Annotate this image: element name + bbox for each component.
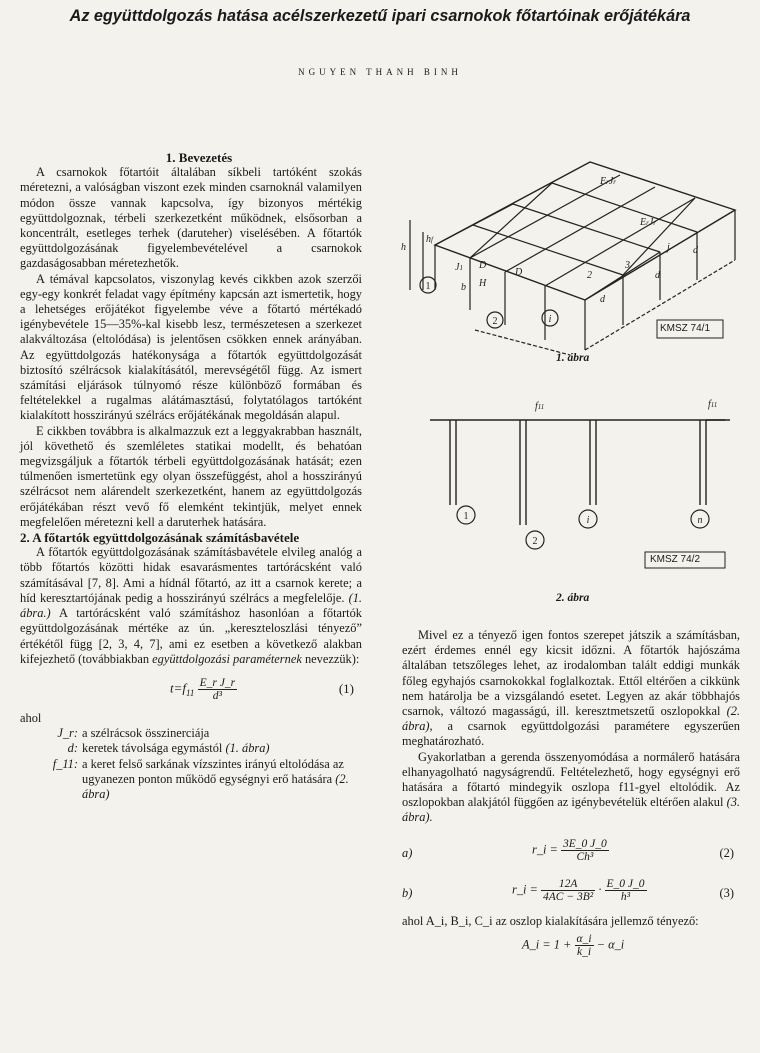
section1-heading: 1. Bevezetés [165, 150, 233, 165]
svg-text:d: d [655, 270, 660, 281]
equation-Ai: A_i = 1 + $\frac{\alpha\_i}{k\_i}$ − α_i [522, 932, 625, 958]
svg-text:j: j [667, 242, 670, 253]
svg-text:f11: f11 [535, 401, 545, 412]
svg-text:d: d [600, 294, 605, 305]
figure-2-code: KMSZ 74/2 [650, 554, 701, 565]
symbol-definitions: ahol J_r: a szélrácsok összinerciája d: keretek távolsága egymástól (1. ábra) f_11: a keret felső sarkának vízszintes irányú eltolódása az ugyanezen ponton működő egységnyi erő hatására (2. ábra) [20, 711, 362, 802]
right-para1: Mivel ez a tényező igen fontos szerepet játszik a számításban, ezért érdemes ennél egy kicsit időzni. A főtartók hajószáma általában tetszőleges lehet, az irodalomban talált eddigi munkák főleg egyhajós csarnokokkal foglalkoztak. Ettől eltérően a cikkünk nem határolja be a vizsgálandó esetet. Legyen az akár többhajós csarnok, változó magasságú, ill. keresztmetszetű oszlopokkal (2. ábra), a csarnok együttdolgozási paramétere egyszerűen meghatározható. [402, 628, 740, 749]
svg-text:ErJr: ErJr [640, 217, 657, 228]
section2-heading: 2. A főtartók együttdolgozásának számításbavétele [20, 530, 300, 546]
svg-text:D: D [515, 267, 523, 278]
figure-1-caption: 1. ábra [556, 352, 590, 364]
svg-text:1: 1 [463, 511, 469, 522]
formula-1-number: (1) [338, 680, 354, 696]
svg-text:1: 1 [425, 281, 431, 292]
svg-text:i: i [548, 314, 552, 325]
svg-text:2: 2 [587, 270, 592, 281]
figure-1-code: KMSZ 74/1 [660, 323, 711, 334]
figure-2-caption: 2. ábra [556, 592, 590, 604]
equation-2: a) r_i = $\frac{3E\_0 J\_0}{\text{Ch³}}$ (2) [402, 837, 734, 863]
svg-text:d: d [693, 245, 698, 256]
svg-text:i: i [586, 515, 590, 526]
figure-2-diagram [420, 395, 740, 580]
left-column [20, 150, 362, 802]
equation-3: b) r_i = $\frac{12A}{\text{4AC − 3B²}}$ · $\frac{E\_0 J\_0}{\text{h³}}$ (3) [402, 877, 734, 903]
section1-para3: E cikkben továbbra is alkalmazzuk ezt a leggyakrabban használt, jól követhető és szemléletes statikai modellt, és behatóan megvizsgáljuk a főtartók térbeli együttdolgozásának hatását; ezen túlmenően ismertetünk egy olyan összefüggést, ahol a hosszirányú szélrácsot nem alárendelt szerkezetként, hanem az együttdolgozás erőjátékában részt vevő fő elemként tekintjük, melyet ennek megfelelően méretezni kell a daruterhek hatására. [20, 423, 362, 529]
section2-para1: A főtartók együttdolgozásának számításbavétele elvileg analóg a több főtartós közötti hidak esavarásmentes tartórácsként való számításával [7, 8]. Ami a hídnál főtartó, az itt a csarnok kerete; a híd keresztartójának pedig a hosszirányú szélrács a megfelelője. (1. ábra.) A tartórácsként való számításhoz hasonlóan a főtartók együttdolgozásának mértéke az ún. „kereszteloszlási tényező” értékétől függ [2, 3, 4, 7], ami ez esetben a következő alakban kifejezhető (továbbiakban együttdolgozási paraméternek nevezzük): [20, 545, 362, 666]
def-d: d: keretek távolsága egymástól (1. ábra) [67, 741, 270, 756]
formula-1: $t=f_{11}$ $\frac{\text{E\_r J\_r}}{\text{d³}}$ (1) [170, 676, 354, 702]
svg-text:H: H [479, 278, 487, 289]
svg-text:b: b [461, 282, 466, 293]
figure-1-diagram [395, 150, 740, 375]
svg-text:2: 2 [532, 536, 538, 547]
svg-text:f11: f11 [708, 399, 718, 410]
svg-text:ErJr: ErJr [600, 176, 617, 187]
right-column [402, 628, 740, 969]
svg-text:3: 3 [625, 260, 630, 271]
def-Jr: J_r: a szélrácsok összinerciája [57, 726, 210, 741]
section1-para1: A csarnokok főtartóit általában síkbeli tartóként szokás méretezni, a valóságban viszont ezek minden csarnoknál valamilyen módon össze vannak kapcsolva, így bizonyos mértékig együttdolgoznak, térbeli szerkezetként működnek, elsősorban a koncentrált, esetleges terhek (daruteher) viselésében. A főtartók együttdolgozásának figyelembevételével a csarnokok gazdaságosabban méretezhetők. [20, 165, 362, 271]
section1-para2: A témával kapcsolatos, viszonylag kevés cikkben azok szerzői egy-egy konkrét feladat vagy építmény kapcsán azt ismertetik, hogy a lehetséges erőjátékot figyelembe véve a főtartó mértékadó igénybevétele 15—35%-kal kisebb lesz, természetesen a szerkezet alakváltozása (eltolódása) is jelentősen csökken ennek arányában. Az együttdolgozás hatékonysága a főtartók együttdolgozását biztosító szélrácsok kialakításától, merevségétől függ. Az ismert számítási eljárások túlnyomó része különböző formában és feltételekkel a rugalmas alátámasztású, folytatólagos tartóként kialakított hosszirányú szélrács erőjátékának megoldásán alapul. [20, 271, 362, 423]
svg-text:h: h [401, 242, 406, 253]
article-title: Az együttdolgozás hatása acélszerkezetű ipari csarnokok főtartóinak erőjátékára [69, 7, 691, 25]
def-f11: f_11: a keret felső sarkának vízszintes irányú eltolódása az ugyanezen ponton működő egységnyi erő hatására (2. ábra) [52, 756, 349, 801]
svg-text:hf: hf [426, 234, 433, 245]
svg-text:n: n [697, 515, 703, 526]
svg-text:2: 2 [492, 316, 498, 327]
right-para2: Gyakorlatban a gerenda összenyomódása a normálerő hatására elhanyagolható nagyságrendű. Feltételezhető, hogy egységnyi erő hatására a főtartó mindegyik oszlopa f11-gyel eltolódik. Az oszlopokban alakjától függően az igénybevételük eltérően alakul (3. ábra). [402, 749, 740, 825]
svg-text:J1: J1 [455, 262, 463, 273]
svg-text:D: D [479, 260, 487, 271]
right-para3: ahol A_i, B_i, C_i az oszlop kialakítására jellemző tényező: [402, 913, 699, 928]
author-name: NGUYEN THANH BINH [298, 67, 462, 77]
